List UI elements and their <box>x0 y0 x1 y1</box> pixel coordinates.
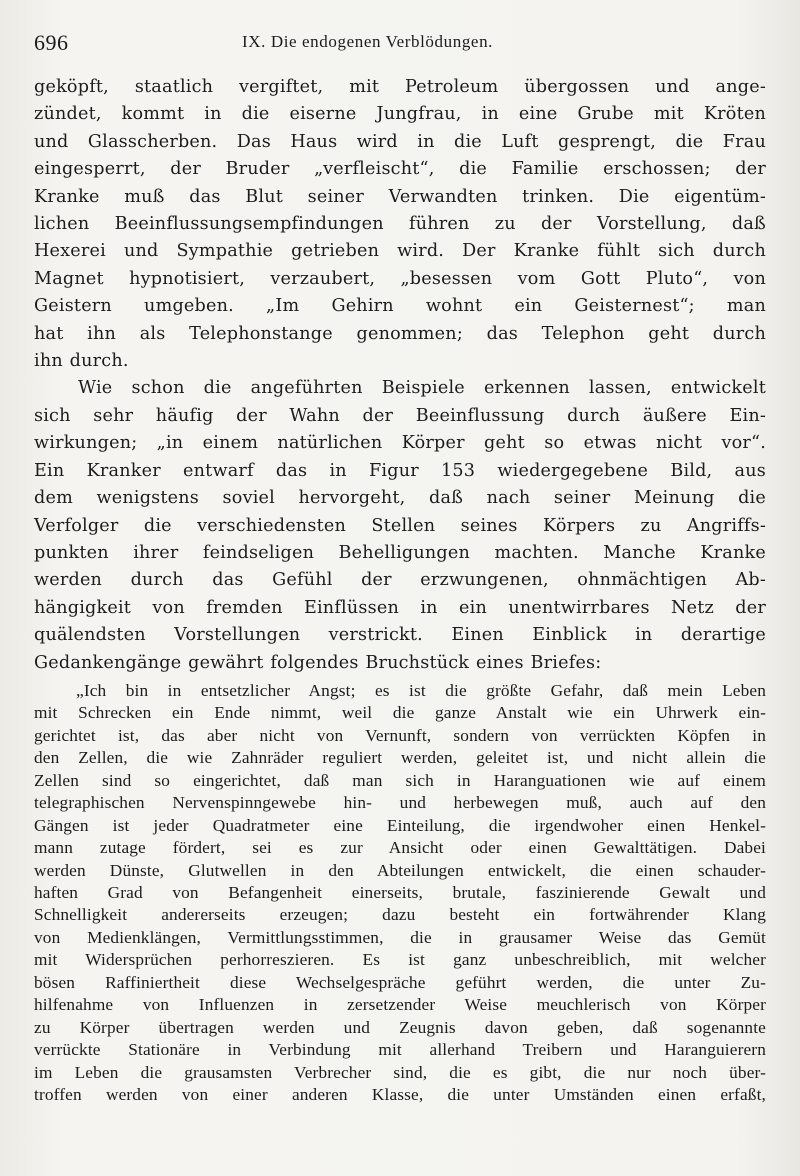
quote-line: von Medienklängen, Vermittlungsstimmen, die in grausamer Weise das Gemüt <box>34 927 766 947</box>
text-line: werden durch das Gefühl der erzwungenen, ohnmächtigen Ab- <box>34 570 766 591</box>
text-line: Wie schon die angeführten Beispiele erkennen lassen, entwickelt <box>78 378 766 399</box>
text-line: Gedankengänge gewährt folgendes Bruchstück eines Briefes: <box>34 652 602 673</box>
text-line: hat ihn als Telephonstange genommen; das Telephon geht durch <box>34 323 766 344</box>
quote-line: „Ich bin in entsetzlicher Angst; es ist die größte Gefahr, daß mein Leben <box>76 680 766 700</box>
text-line: geköpft, staatlich vergiftet, mit Petroleum übergossen und ange- <box>34 77 766 97</box>
text-line: Hexerei und Sympathie getrieben wird. Der Kranke fühlt sich durch <box>34 241 766 262</box>
quote-line: verrückte Stationäre in Verbindung mit allerhand Treibern und Haranguierern <box>34 1040 766 1060</box>
text-line: punkten ihrer feindseligen Behelligungen machten. Manche Kranke <box>34 542 766 563</box>
quote-line: Gängen ist jeder Quadratmeter eine Einteilung, die irgendwoher einen Henkel- <box>34 815 766 835</box>
quote-line: werden Dünste, Glutwellen in den Abteilungen entwickelt, die einen schauder- <box>34 860 766 880</box>
quote-line: zu Körper übertragen werden und Zeugnis davon geben, daß sogenannte <box>34 1017 766 1037</box>
paragraph <box>34 375 766 676</box>
quote-line: gerichtet ist, das aber nicht von Vernunft, sondern von verrückten Köpfen in <box>34 725 766 745</box>
quote-line: troffen werden von einer anderen Klasse, die unter Umständen einen erfaßt, <box>34 1085 766 1105</box>
quote-line: den Zellen, die wie Zahnräder reguliert werden, geleitet ist, und nicht allein die <box>34 748 766 768</box>
text-line: quälendsten Vorstellungen verstrickt. Einen Einblick in derartige <box>34 625 766 646</box>
text-line: Verfolger die verschiedensten Stellen seines Körpers zu Angriffs- <box>34 515 766 536</box>
text-line: eingesperrt, der Bruder „verfleischt“, die Familie erschossen; der <box>34 159 766 180</box>
quote-line: mit Widersprüchen perhorreszieren. Es ist ganz unbeschreiblich, mit welcher <box>34 950 766 970</box>
page-header <box>34 30 766 64</box>
text-line: Kranke muß das Blut seiner Verwandten trinken. Die eigentüm- <box>34 186 766 207</box>
text-line: Geistern umgeben. „Im Gehirn wohnt ein Geisternest“; man <box>34 296 766 317</box>
text-line: Magnet hypnotisiert, verzaubert, „besessen vom Gott Pluto“, von <box>34 268 766 289</box>
quote-line: haften Grad von Befangenheit einerseits, brutale, faszinierende Gewalt und <box>34 883 766 903</box>
text-line: wirkungen; „in einem natürlichen Körper geht so etwas nicht vor“. <box>34 433 766 454</box>
text-line: dem wenigstens soviel hervorgeht, daß nach seiner Meinung die <box>34 488 766 509</box>
quote-line: bösen Raffiniertheit diese Wechselgespräche geführt werden, die unter Zu- <box>34 972 766 992</box>
text-line: sich sehr häufig der Wahn der Beeinflussung durch äußere Ein- <box>34 405 766 426</box>
quote-line: mit Schrecken ein Ende nimmt, weil die ganze Anstalt wie ein Uhrwerk ein- <box>34 703 766 723</box>
text-line: lichen Beeinflussungsempfindungen führen zu der Vorstellung, daß <box>34 214 766 235</box>
quote-line: Zellen sind so eingerichtet, daß man sich in Haranguationen wie auf einem <box>34 770 766 790</box>
page-number: 696 <box>34 30 69 55</box>
main-text <box>34 74 766 677</box>
letter-quote <box>34 680 766 1107</box>
quote-line: mann zutage fördert, sei es zur Ansicht oder einen Gewalttätigen. Dabei <box>34 838 766 858</box>
quote-line: telegraphischen Nervenspinngewebe hin- und herbewegen muß, auch auf den <box>34 793 766 813</box>
text-line: zündet, kommt in die eiserne Jungfrau, in eine Grube mit Kröten <box>34 104 766 125</box>
running-title: IX. Die endogenen Verblödungen. <box>242 32 494 51</box>
quote-line: hilfenahme von Influenzen in zersetzender Weise meuchlerisch von Körper <box>34 995 766 1015</box>
text-line: ihn durch. <box>34 351 129 372</box>
text-line: Ein Kranker entwarf das in Figur 153 wiedergegebene Bild, aus <box>34 460 766 481</box>
text-line: hängigkeit von fremden Einflüssen in ein unentwirrbares Netz der <box>34 597 766 618</box>
paragraph <box>34 74 766 375</box>
quote-line: im Leben die grausamsten Verbrecher sind, die es gibt, die nur noch über- <box>34 1062 766 1082</box>
quote-line: Schnelligkeit andererseits erzeugen; dazu besteht ein fortwährender Klang <box>34 905 766 925</box>
text-line: und Glasscherben. Das Haus wird in die Luft gesprengt, die Frau <box>34 131 766 152</box>
